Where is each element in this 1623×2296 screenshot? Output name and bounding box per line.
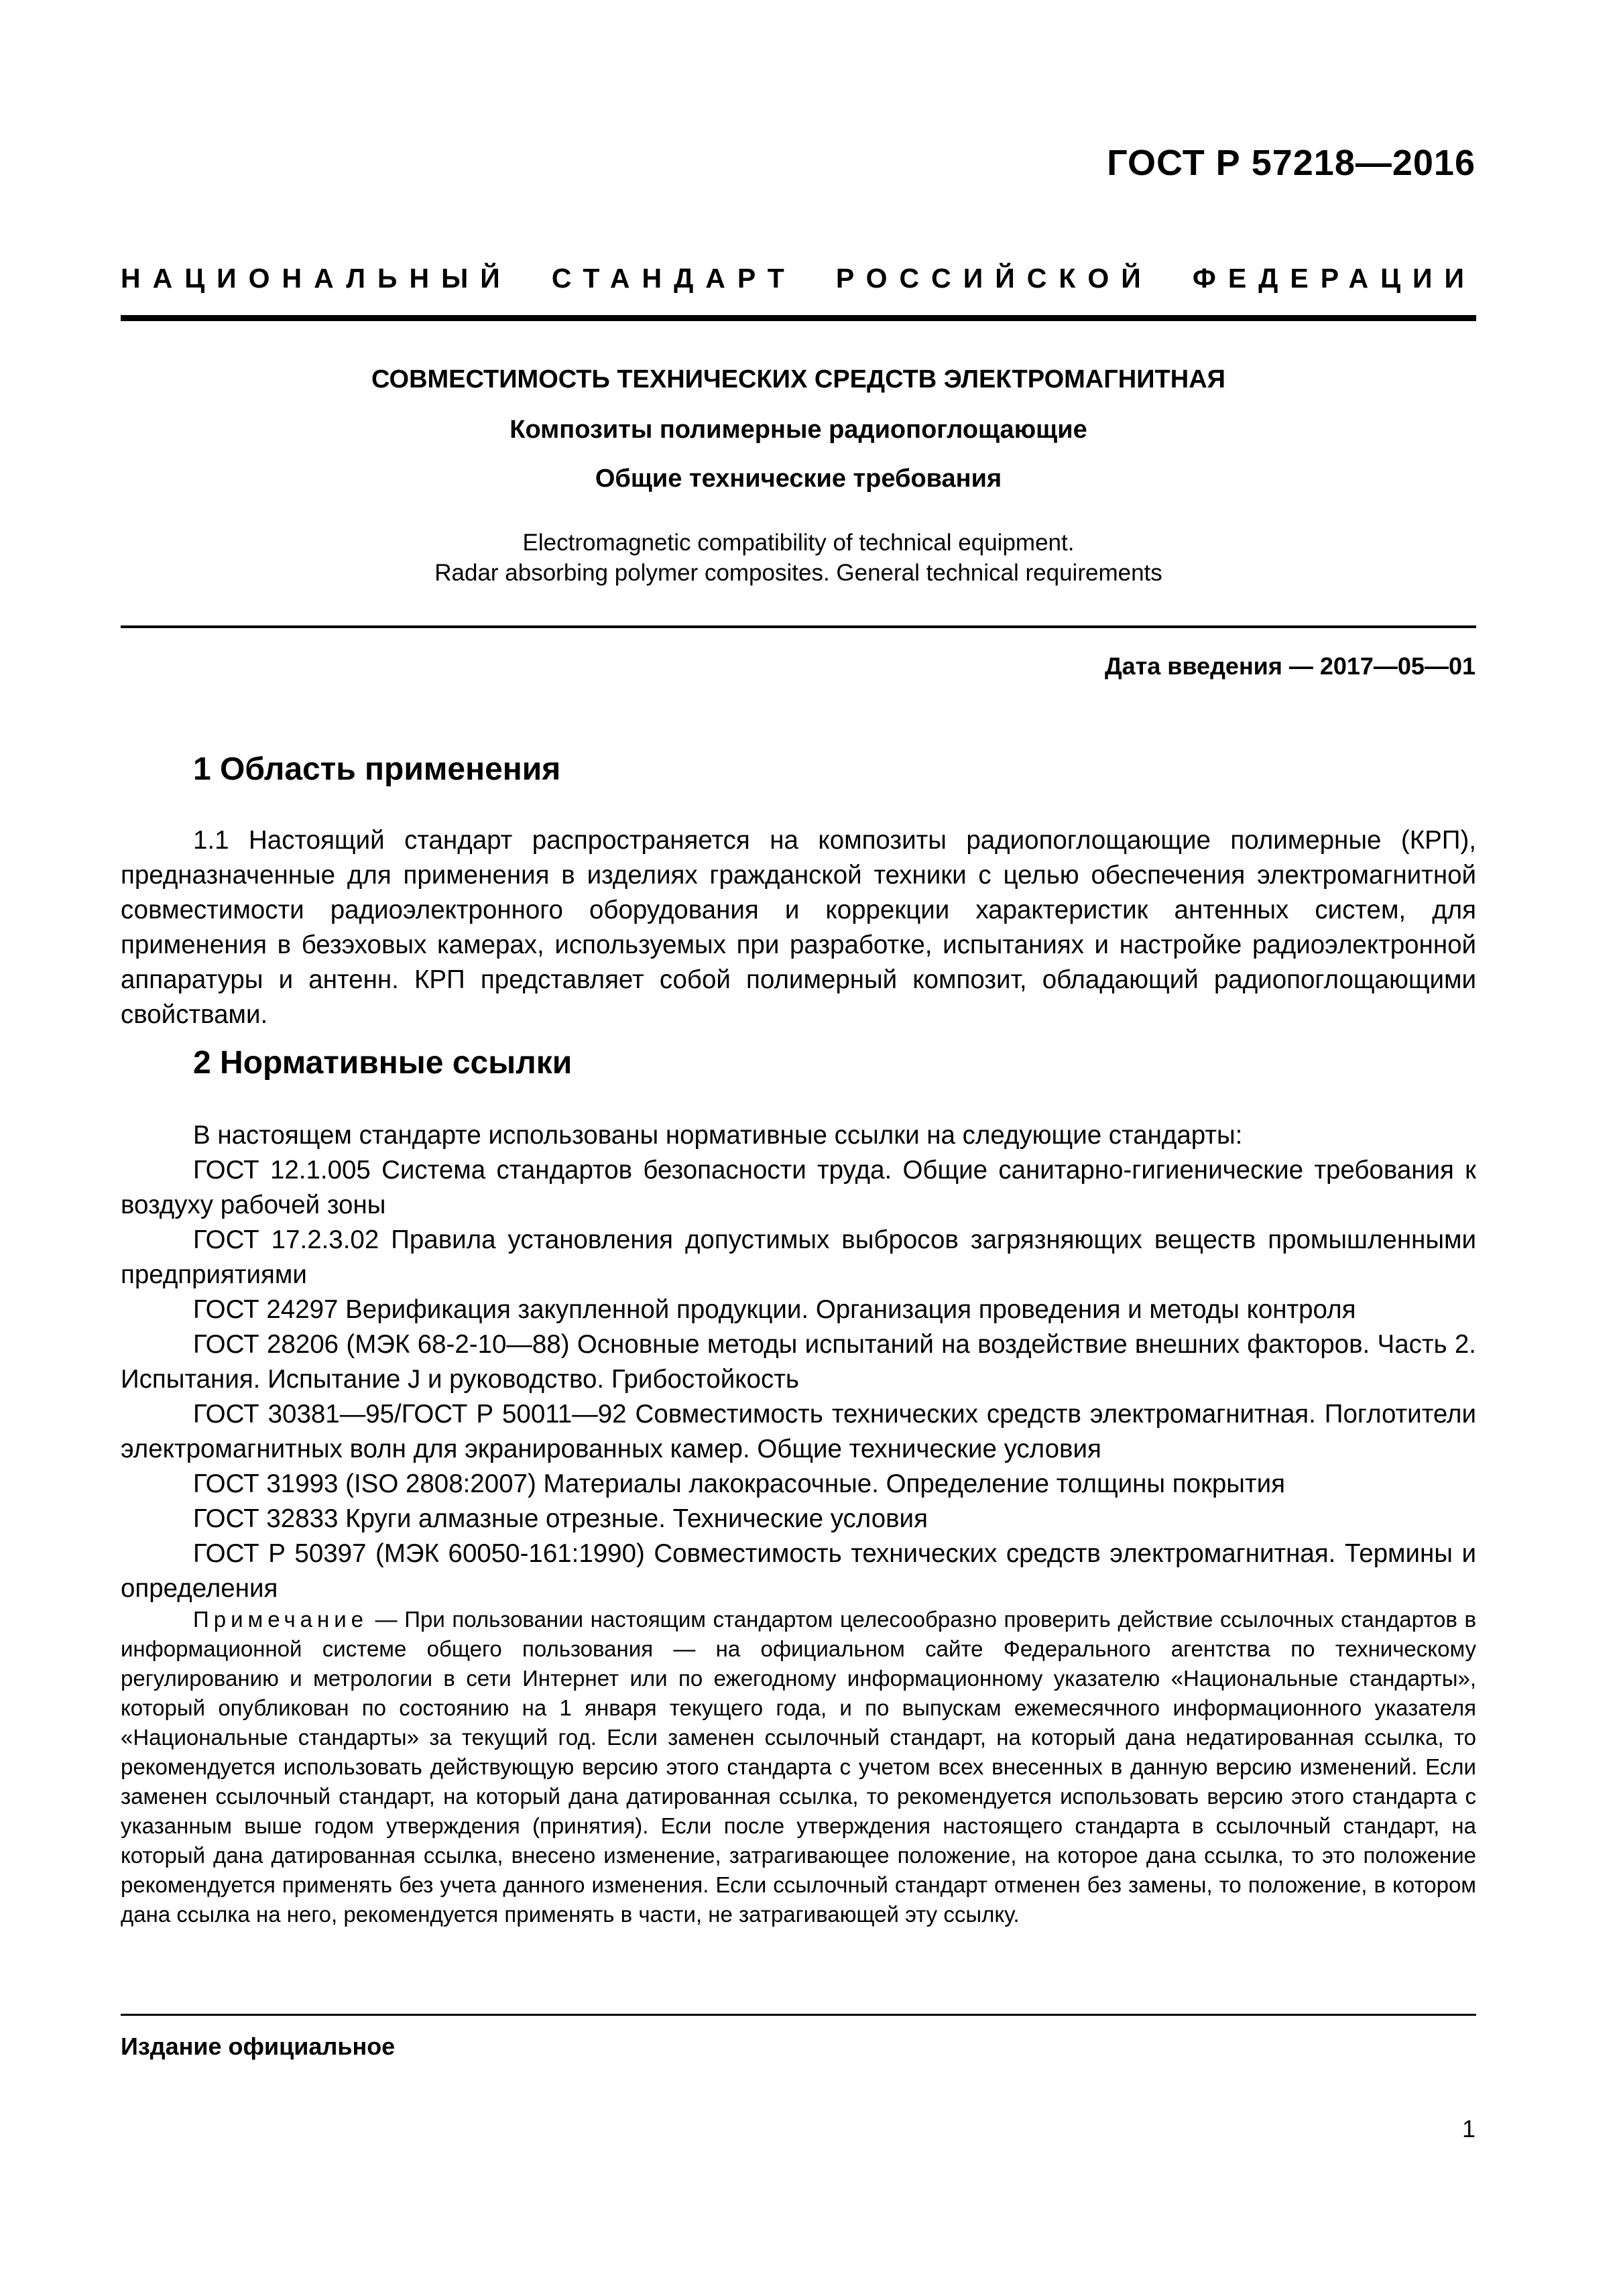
section-1-text bbox=[121, 823, 1476, 1032]
note-text: — При пользовании настоящим стандартом целесообразно проверить действие ссылочных стандартов в информационной системе общего пользования — на официальном сайте Федерального агентства по техническому регулированию и метрологии в сети Интернет или по ежегодному информационному указателю «Национальные стандарты», который опубликован по состоянию на 1 января текущего года, и по выпускам ежемесячного информационного указателя «Национальные стандарты» за текущий год. Если заменен ссылочный стандарт, на который дана недатированная ссылка, то рекомендуется использовать действующую версию этого стандарта с учетом всех внесенных в данную версию изменений. Если заменен ссылочный стандарт, на который дана датированная ссылка, то рекомендуется использовать версию этого стандарта с указанным выше годом утверждения (принятия). Если после утверждения настоящего стандарта в ссылочный стандарт, на который дана датированная ссылка, внесено изменение, затрагивающее положение, на которое дана ссылка, то это положение рекомендуется применять без учета данного изменения. Если ссылочный стандарт отменен без замены, то положение, в котором дана ссылка на него, рекомендуется применять в части, не затрагивающей эту ссылку. bbox=[121, 1607, 1476, 1927]
edition-label: Издание официальное bbox=[121, 2033, 396, 2060]
reference-item: ГОСТ Р 50397 (МЭК 60050-161:1990) Совместимость технических средств электромагнитная. Термины и определения bbox=[121, 1539, 1476, 1603]
section-1-heading: 1 Область применения bbox=[193, 751, 561, 787]
introduction-date: Дата введения — 2017—05—01 bbox=[1104, 652, 1476, 680]
header-divider bbox=[121, 315, 1476, 321]
reference-item: ГОСТ 28206 (МЭК 68-2-10—88) Основные методы испытаний на воздействие внешних факторов. Часть 2. Испытания. Испытание J и руководство. Грибостойкость bbox=[121, 1330, 1476, 1394]
title-english-2: Radar absorbing polymer composites. General technical requirements bbox=[434, 560, 1162, 586]
reference-item: ГОСТ 30381—95/ГОСТ Р 50011—92 Совместимость технических средств электромагнитная. Поглотители электромагнитных волн для экранированных камер. Общие технические условия bbox=[121, 1400, 1476, 1463]
title-subtitle-2: Общие технические требования bbox=[595, 465, 1002, 493]
banner-word: ФЕДЕРАЦИИ bbox=[1192, 263, 1476, 294]
title-divider bbox=[121, 625, 1476, 628]
title-main: СОВМЕСТИМОСТЬ ТЕХНИЧЕСКИХ СРЕДСТВ ЭЛЕКТРОМАГНИТНАЯ bbox=[371, 365, 1225, 394]
title-english-1: Electromagnetic compatibility of technical equipment. bbox=[522, 530, 1075, 556]
title-subtitle: Композиты полимерные радиопоглощающие bbox=[509, 416, 1087, 444]
page-number: 1 bbox=[1461, 2115, 1476, 2142]
note bbox=[121, 1605, 1476, 1929]
reference-item: ГОСТ 32833 Круги алмазные отрезные. Технические условия bbox=[193, 1504, 928, 1533]
banner-word: РОССИЙСКОЙ bbox=[835, 263, 1153, 294]
banner-word: НАЦИОНАЛЬНЫЙ bbox=[121, 263, 512, 294]
footer-divider bbox=[121, 2014, 1476, 2016]
reference-item: ГОСТ 17.2.3.02 Правила установления допустимых выбросов загрязняющих веществ промышленными предприятиями bbox=[121, 1225, 1476, 1289]
references-intro: В настоящем стандарте использованы нормативные ссылки на следующие стандарты: bbox=[193, 1121, 1243, 1150]
reference-item: ГОСТ 24297 Верификация закупленной продукции. Организация проведения и методы контроля bbox=[193, 1295, 1356, 1324]
banner-word: СТАНДАРТ bbox=[551, 263, 796, 294]
paragraph: 1.1 Настоящий стандарт распространяется на композиты радиопоглощающие полимерные (КРП), предназначенные для применения в изделиях гражданской техники с целью обеспечения электромагнитной совместимости радиоэлектронного оборудования и коррекции характеристик антенных систем, для применения в безэховых камерах, используемых при разработке, испытаниях и настройке радиоэлектронной аппаратуры и антенн. КРП представляет собой полимерный композит, обладающий радиопоглощающими свойствами. bbox=[121, 826, 1476, 1029]
reference-item: ГОСТ 31993 (ISO 2808:2007) Материалы лакокрасочные. Определение толщины покрытия bbox=[193, 1469, 1285, 1498]
reference-item: ГОСТ 12.1.005 Система стандартов безопасности труда. Общие санитарно-гигиенические требования к воздуху рабочей зоны bbox=[121, 1156, 1476, 1219]
standard-code: ГОСТ Р 57218—2016 bbox=[1107, 143, 1476, 183]
note-label: Примечание bbox=[193, 1607, 369, 1632]
national-standard-banner bbox=[121, 263, 1476, 294]
references-list bbox=[121, 1118, 1476, 1606]
section-2-heading: 2 Нормативные ссылки bbox=[193, 1045, 573, 1081]
